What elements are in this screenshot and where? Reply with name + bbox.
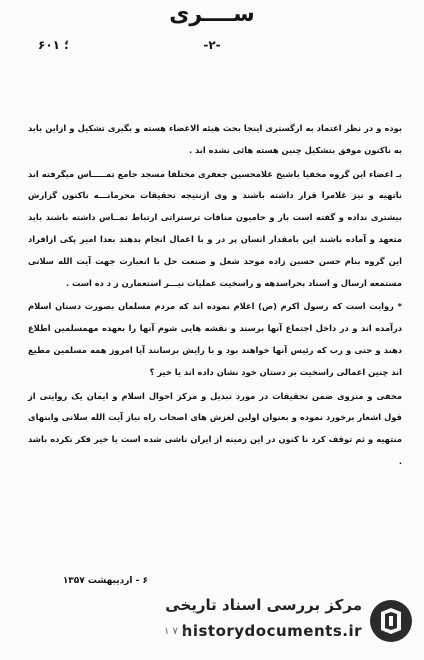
document-body	[28, 118, 402, 473]
archive-logo-icon	[368, 598, 414, 644]
watermark-stamp-text: ۱ ۷ ۱	[164, 626, 187, 637]
watermark	[150, 592, 424, 660]
document-number: ۶۰۱ ؛	[38, 38, 69, 52]
watermark-title: مرکز بررسی اسناد تاریخی	[165, 596, 362, 614]
document-date: ۶ - اردیبهشت ۱۳۵۷	[62, 576, 148, 586]
paragraph: بـ اعضاء این گروه مخفیا باشیخ غلامحسین جعفری مختلفا مسجد جامع تمـــــاس میگرفته اند ناتهیه و نیز غلامرا قرار داشته باشند و وی ازنتیجه تحقیقات محرمانـــه ناکنون گزارش بیشتری نداده و گفته است بار و حامیون منافات ترستراتی ارتباط تمــاس داشته باشند باید متعهد و آماده باشند این بامقدار انسان پر در و با اعمال انجام بدهند بعدا امیر پکی ازافراد این گروه بنام حسن حسین زاده موحد شعل و صنعت حل با انعبارت جهت آیت الله سلانی مستمعه ارسال و اسناد بحراسدهه و راسخیت عملیات نیـــر استعمارن ز د ده است .	[28, 168, 402, 288]
watermark-url: historydocuments.ir	[181, 622, 362, 640]
classification-heading: ســــری	[169, 2, 255, 27]
paragraph: مخفی و منزوی ضمن تحقیقات در مورد تبدیل و مرکز احوال اسلام و ایمان یک روایتی از قول اشعار برخورد نموده و بعنوان اولین لغزش های اصحاب راه نیاز آیت الله سلانی وابنهای منتهیه و ثم توقف کرد نا کنون در این زمینه از ایران ناشی شده است یا خیر فکر نکرده باشد .	[28, 390, 402, 466]
paragraph: بوده و در نظر اعتماد به ارگستری اینجا بحث هیئه الاعضاء هسته و بگیری تشکیل و ازاین باید به ناکنون موفق بتشکیل چنین هسته هائی نشده اند .	[28, 123, 402, 155]
page-number: -۲-	[203, 38, 221, 52]
paragraph: * روایت است که رسول اکرم (ص) اعلام نموده اند که مردم مسلمان بصورت دستان اسلام درآمده اند و در داخل اجتماع آنها برسند و نقشه هایی شوم آنها را بعهده مهمسلمین اطلاع دهند و حتی و رب که رئیس آنها خواهند بود و با رایش برسانند آیا امروز همه مسلمین مطیع اند چنین اعمالی راسخیت بر دستان خود نشان داده اند یا خیر ؟	[28, 301, 402, 377]
